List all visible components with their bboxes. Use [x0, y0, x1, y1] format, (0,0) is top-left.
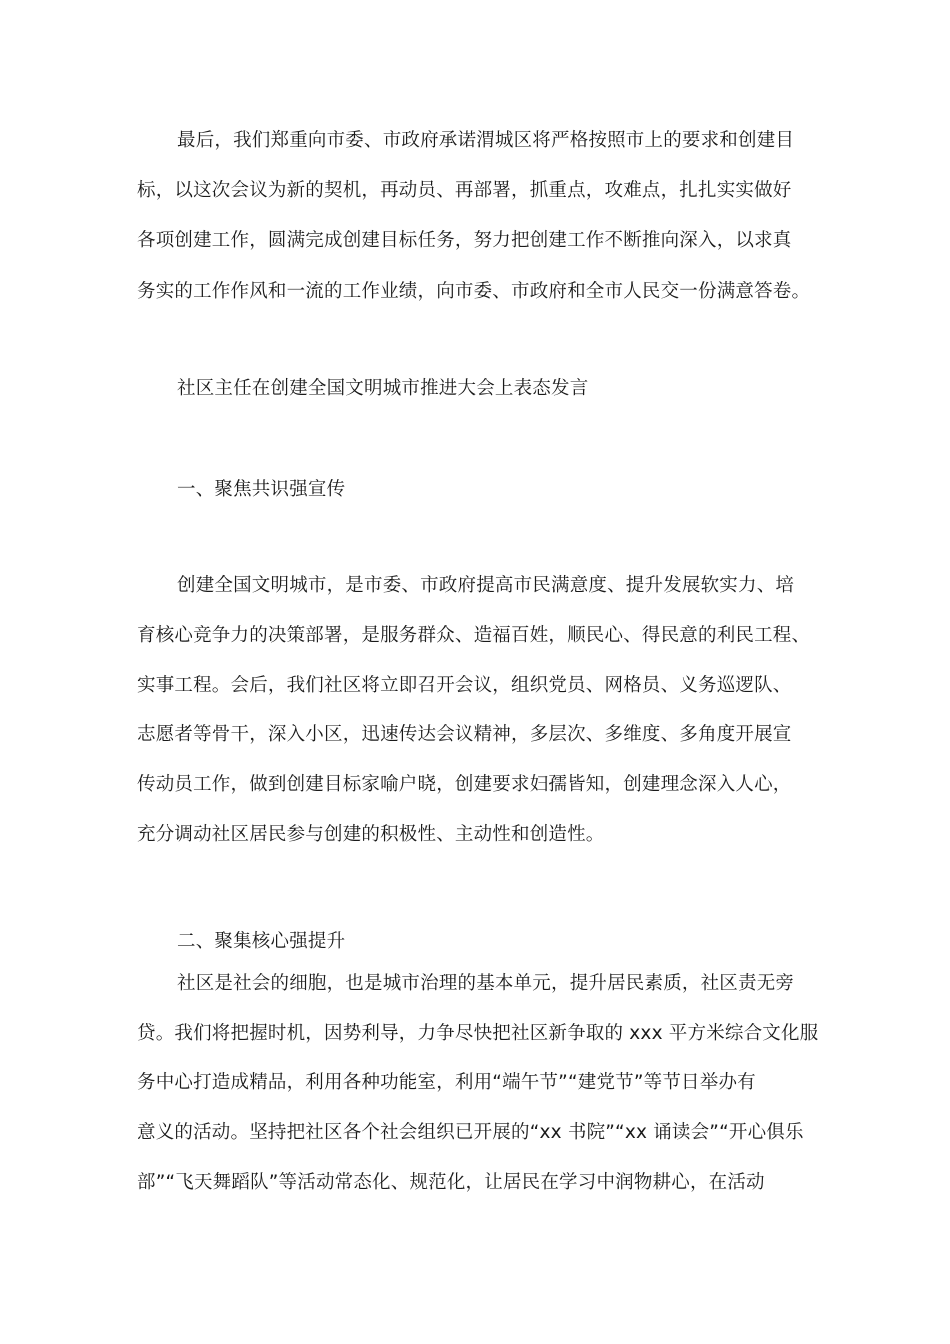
section-heading: 二、聚集核心强提升 [177, 931, 346, 952]
paragraph-line: 贷。我们将把握时机，因势利导，力争尽快把社区新争取的 xxx 平方米综合文化服 [137, 1023, 819, 1044]
paragraph-line: 最后，我们郑重向市委、市政府承诺渭城区将严格按照市上的要求和创建目 [177, 130, 795, 151]
paragraph-line: 各项创建工作，圆满完成创建目标任务，努力把创建工作不断推向深入，以求真 [137, 230, 792, 251]
paragraph-line: 标，以这次会议为新的契机，再动员、再部署，抓重点，攻难点，扎扎实实做好 [137, 180, 792, 201]
paragraph-line: 创建全国文明城市，是市委、市政府提高市民满意度、提升发展软实力、培 [177, 575, 795, 596]
paragraph-line: 育核心竞争力的决策部署，是服务群众、造福百姓，顺民心、得民意的利民工程、 [137, 625, 811, 646]
paragraph-line: 部”“飞天舞蹈队”等活动常态化、规范化，让居民在学习中润物耕心，在活动 [137, 1172, 765, 1193]
paragraph-line: 实事工程。会后，我们社区将立即召开会议，组织党员、网格员、义务巡逻队、 [137, 675, 792, 696]
paragraph-line: 意义的活动。坚持把社区各个社会组织已开展的“xx 书院”“xx 诵读会”“开心俱乐 [137, 1122, 804, 1143]
document-title: 社区主任在创建全国文明城市推进大会上表态发言 [177, 378, 589, 399]
paragraph-line: 志愿者等骨干，深入小区，迅速传达会议精神，多层次、多维度、多角度开展宣 [137, 724, 792, 745]
paragraph-line: 充分调动社区居民参与创建的积极性、主动性和创造性。 [137, 824, 605, 845]
paragraph-line: 务实的工作作风和一流的工作业绩，向市委、市政府和全市人民交一份满意答卷。 [137, 281, 811, 302]
paragraph-line: 传动员工作，做到创建目标家喻户晓，创建要求妇孺皆知，创建理念深入人心， [137, 774, 792, 795]
section-heading: 一、聚焦共识强宣传 [177, 479, 346, 500]
paragraph-line: 务中心打造成精品，利用各种功能室，利用“端午节”“建党节”等节日举办有 [137, 1072, 756, 1093]
paragraph-line: 社区是社会的细胞，也是城市治理的基本单元，提升居民素质，社区责无旁 [177, 973, 795, 994]
